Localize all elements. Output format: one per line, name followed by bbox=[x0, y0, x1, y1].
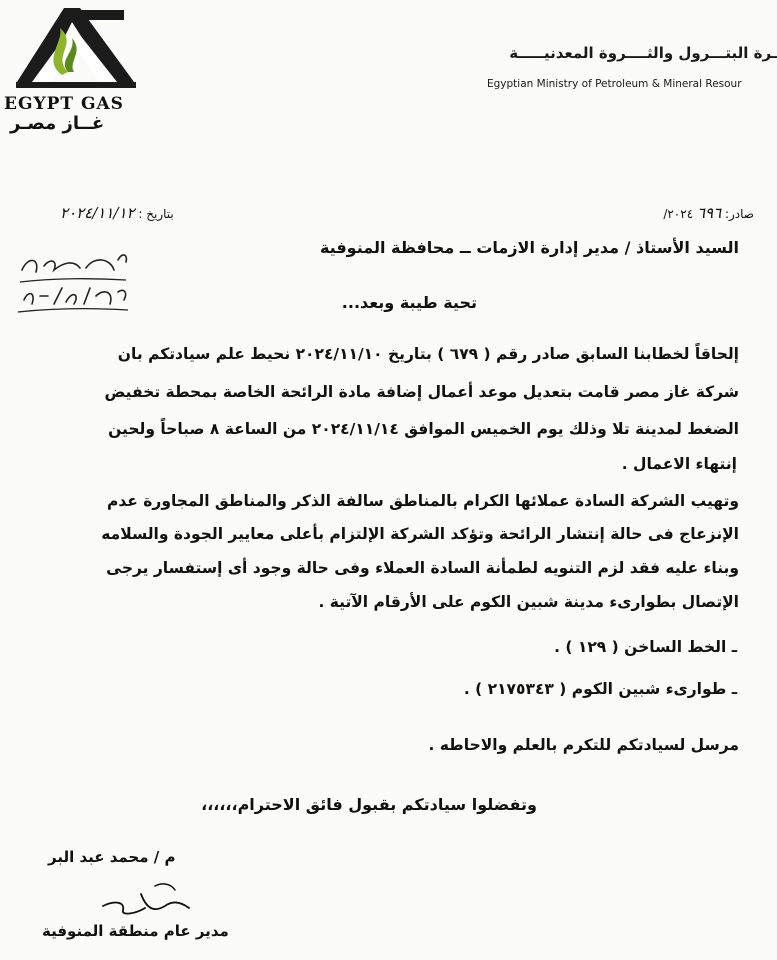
handwritten-note-icon bbox=[14, 248, 132, 320]
outgoing-label: صادر: bbox=[724, 207, 754, 221]
signatory-title: مدير عام منطقة المنوفية bbox=[42, 922, 229, 940]
date-label: بتاريخ : bbox=[138, 207, 174, 221]
emergency-number: ـ طوارىء شبين الكوم ( ٢١٧٥٣٤٣ ) . bbox=[463, 680, 737, 698]
letter-date bbox=[60, 204, 174, 222]
letter-addressee: السيد الأستاذ / مدير إدارة الازمات ــ محافظة المنوفية bbox=[319, 238, 739, 257]
ministry-arabic-title: ـرة البتـــرول والثــــروة المعدنيـــــة bbox=[509, 44, 777, 62]
outgoing-year: ٢٠٢٤/ bbox=[663, 207, 694, 221]
paragraph-2-line-2: الإنزعاج فى حالة إنتشار الرائحة وتؤكد الشركة الإلتزام بأعلى معايير الجودة والسلامه bbox=[101, 525, 739, 543]
hotline-number: ـ الخط الساخن ( ١٢٩ ) . bbox=[554, 638, 737, 656]
signatory-name: م / محمد عبد البر bbox=[48, 848, 176, 866]
paragraph-1-line-4: إنتهاء الاعمال . bbox=[621, 455, 737, 473]
letter-closing: وتفضلوا سيادتكم بقبول فائق الاحترام،،،،،، bbox=[201, 795, 537, 814]
outgoing-number bbox=[663, 204, 754, 222]
logo-arabic-text: غــاز مصـر bbox=[10, 113, 105, 134]
outgoing-number-value: ٦٩٦ bbox=[696, 204, 722, 222]
letter-greeting: تحية طيبة وبعد... bbox=[341, 293, 477, 312]
paragraph-1-line-3: الضغط لمدينة تلا وذلك يوم الخميس الموافق ٢٠٢٤/١١/١٤ من الساعة ٨ صباحاً ولحين bbox=[108, 420, 739, 438]
letter-sent-note: مرسل لسيادتكم للتكرم بالعلم والاحاطه . bbox=[428, 736, 739, 754]
paragraph-1-line-2: شركة غاز مصر قامت بتعديل موعد أعمال إضافة مادة الرائحة الخاصة بمحطة تخفيض bbox=[104, 383, 739, 401]
logo-english-text: EGYPT GAS bbox=[4, 94, 124, 114]
paragraph-2-line-1: وتهيب الشركة السادة عملائها الكرام بالمناطق سالفة الذكر والمناطق المجاورة عدم bbox=[106, 492, 739, 510]
ministry-english-title: Egyptian Ministry of Petroleum & Mineral Resour bbox=[487, 78, 742, 90]
date-value: ٢٠٢٤/١١/١٢ bbox=[60, 204, 135, 222]
paragraph-2-line-4: الإتصال بطوارىء مدينة شبين الكوم على الأرقام الآتية . bbox=[318, 593, 739, 611]
paragraph-2-line-3: وبناء عليه فقد لزم التنويه لطمأنة السادة العملاء وفى حالة وجود أى إستفسار يرجى bbox=[106, 559, 739, 577]
paragraph-1-line-1: إلحاقاً لخطابنا السابق صادر رقم ( ٦٧٩ ) بتاريخ ٢٠٢٤/١١/١٠ نحيط علم سيادتكم بان bbox=[117, 345, 739, 363]
handwritten-signature-icon bbox=[95, 880, 195, 922]
